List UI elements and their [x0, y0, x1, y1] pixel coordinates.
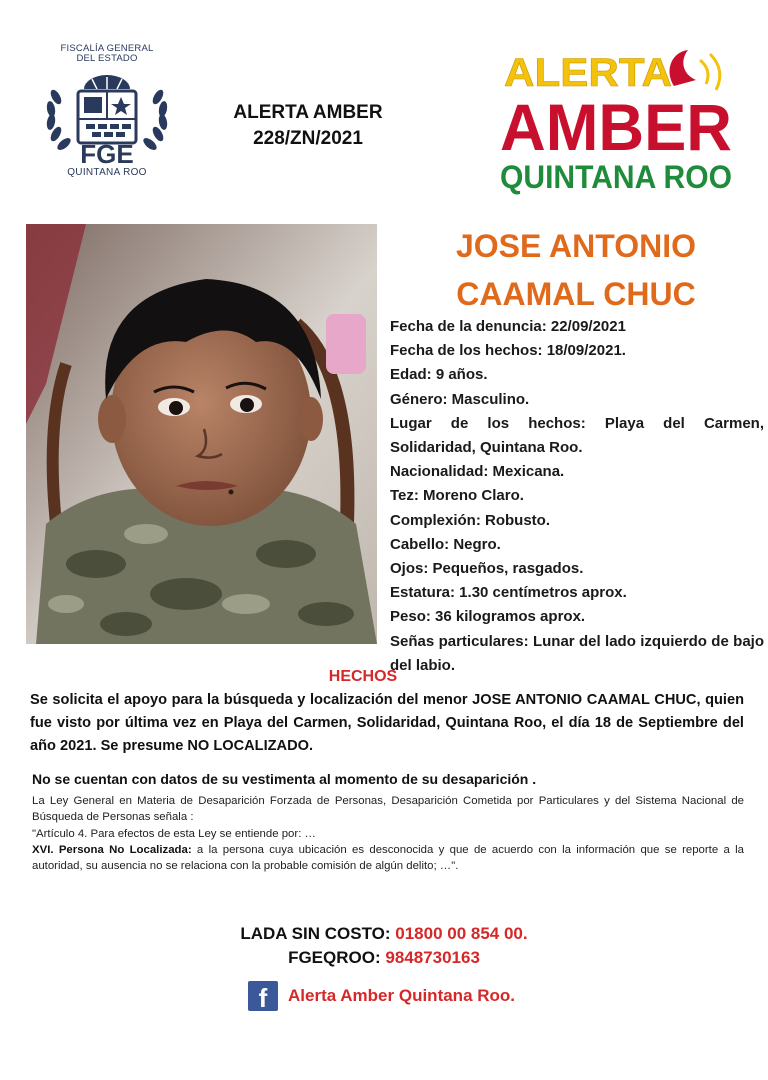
fge-logo-top-text: [38, 44, 176, 64]
logo-word-amber: AMBER: [500, 90, 732, 164]
hechos-text: Se solicita el apoyo para la búsqueda y localización del menor JOSE ANTONIO CAAMAL CHUC, quien fue visto por última vez en Playa del Carmen, Solidaridad, Quintana Roo, el día 18 de Septiembre del año 2021. Se presume NO LOCALIZADO.: [30, 692, 744, 754]
fge-top-line1: FISCALÍA GENERAL: [60, 43, 154, 54]
xvi-paragraph: [32, 842, 744, 875]
lada-label: LADA SIN COSTO:: [240, 924, 396, 943]
person-details: [390, 315, 764, 678]
alert-number: 228/ZN/2021: [253, 128, 363, 149]
detail-tez: Tez: Moreno Claro.: [390, 487, 524, 505]
xvi-text: a la persona cuya ubicación es desconocida y que de acuerdo con la información que se reporte a la autoridad, su ausencia no se relaciona con la probable comisión de algún delito; …".: [32, 843, 745, 873]
detail-fecha-denuncia: Fecha de la denuncia: 22/09/2021: [390, 318, 626, 335]
detail-lugar: Lugar de los hechos: Playa del Carmen, Solidaridad, Quintana Roo.: [390, 414, 764, 457]
missing-person-photo: [26, 224, 377, 644]
logo-horn-icon: [670, 50, 696, 86]
facebook-link[interactable]: [248, 980, 515, 1012]
name-line-1: JOSE ANTONIO: [455, 228, 697, 264]
detail-nacionalidad: Nacionalidad: Mexicana.: [390, 463, 565, 481]
alerta-amber-quintana-roo-logo: [496, 40, 746, 198]
xvi-label: XVI. Persona No Localizada:: [32, 843, 192, 856]
logo-word-quintana-roo: QUINTANA ROO: [500, 159, 732, 195]
missing-person-name: [394, 222, 758, 318]
hechos-title: HECHOS: [328, 668, 398, 685]
fgeqroo-number[interactable]: 9848730163: [385, 948, 480, 967]
fge-top-line2: DEL ESTADO: [76, 53, 138, 64]
detail-peso: Peso: 36 kilogramos aprox.: [390, 608, 586, 626]
facebook-icon[interactable]: f: [248, 981, 278, 1011]
fge-acronym: FGE: [80, 139, 134, 165]
lada-contact: [0, 924, 768, 944]
logo-word-alerta: ALERTA: [504, 51, 672, 95]
legal-text: [32, 793, 744, 874]
detail-fecha-hechos: Fecha de los hechos: 18/09/2021.: [390, 342, 626, 360]
detail-cabello: Cabello: Negro.: [390, 535, 501, 553]
clothing-note: No se cuentan con datos de su vestimenta al momento de su desaparición .: [32, 771, 537, 787]
fge-logo: [38, 44, 176, 184]
detail-complexion: Complexión: Robusto.: [390, 511, 550, 529]
logo-signal-icon: [700, 54, 720, 90]
detail-genero: Género: Masculino.: [390, 390, 530, 408]
ley-paragraph: La Ley General en Materia de Desaparición Forzada de Personas, Desaparición Cometida por Particulares y del Sistema Nacional de Búsqueda de Personas señala :: [32, 795, 744, 824]
alert-code: [218, 100, 398, 152]
alert-title: ALERTA AMBER: [233, 102, 383, 123]
fgeqroo-label: FGEQROO:: [288, 948, 386, 967]
fge-seal-icon: [42, 67, 172, 165]
articulo-line: "Artículo 4. Para efectos de esta Ley se entiende por: …: [32, 827, 316, 840]
name-line-2: CAAMAL CHUC: [456, 276, 696, 312]
detail-edad: Edad: 9 años.: [390, 366, 488, 384]
fgeqroo-contact: [0, 948, 768, 968]
fge-logo-bottom-text: QUINTANA ROO: [67, 167, 147, 178]
detail-estatura: Estatura: 1.30 centímetros aprox.: [390, 584, 627, 602]
facebook-page-label[interactable]: Alerta Amber Quintana Roo.: [288, 986, 516, 1005]
lada-number[interactable]: 01800 00 854 00.: [395, 924, 528, 943]
detail-ojos: Ojos: Pequeños, rasgados.: [390, 560, 584, 578]
detail-senas: Señas particulares: Lunar del lado izquierdo de bajo del labio.: [390, 632, 764, 674]
